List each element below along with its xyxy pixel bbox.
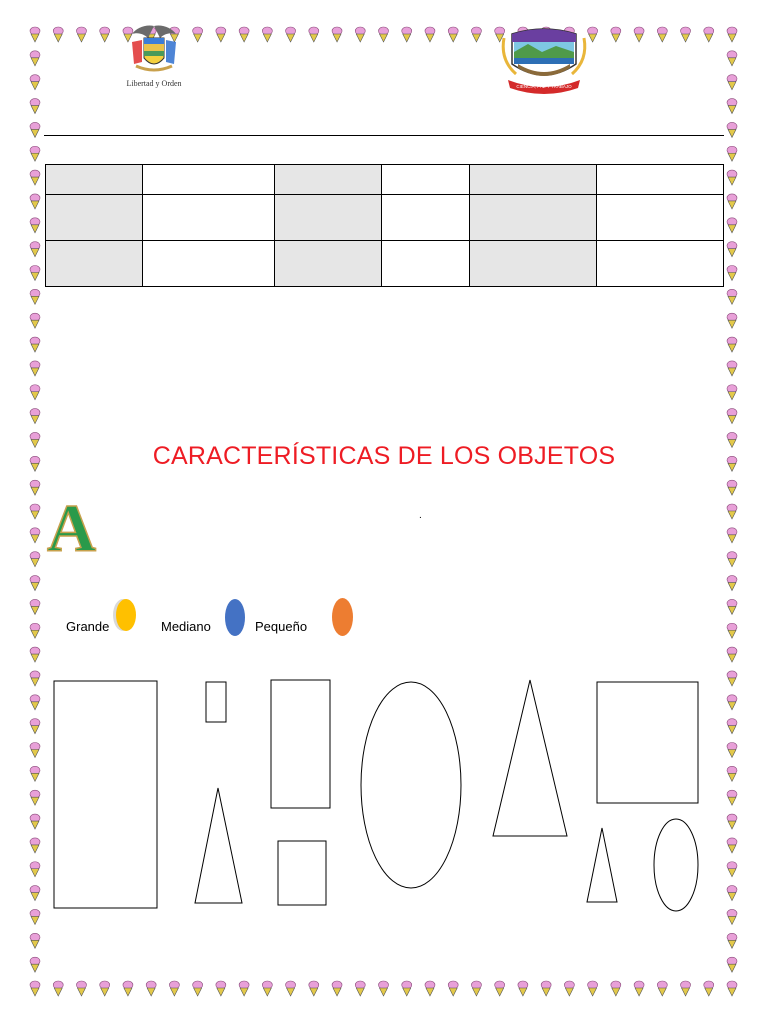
colombia-coat-of-arms bbox=[118, 22, 190, 92]
ice-cream-cone-icon bbox=[448, 981, 458, 996]
ice-cream-cone-icon bbox=[30, 337, 40, 352]
ice-cream-cone-icon bbox=[30, 695, 40, 710]
stray-dot: . bbox=[419, 510, 422, 521]
ice-cream-cone-icon bbox=[704, 27, 714, 42]
ice-cream-cone-icon bbox=[471, 27, 481, 42]
table-row bbox=[46, 241, 724, 287]
ice-cream-cone-icon bbox=[471, 981, 481, 996]
ice-cream-cone-icon bbox=[727, 838, 737, 853]
ice-cream-cone-icon bbox=[727, 552, 737, 567]
ice-cream-cone-icon bbox=[30, 266, 40, 281]
ice-cream-cone-icon bbox=[727, 27, 737, 42]
label-cell bbox=[46, 241, 143, 287]
ice-cream-cone-icon bbox=[379, 27, 389, 42]
decorative-letter: A bbox=[47, 490, 97, 566]
ice-cream-cone-icon bbox=[704, 981, 714, 996]
ice-cream-cone-icon bbox=[30, 647, 40, 662]
ice-cream-cone-icon bbox=[169, 981, 179, 996]
ice-cream-cone-icon bbox=[355, 981, 365, 996]
ice-cream-cone-icon bbox=[30, 242, 40, 257]
ice-cream-cone-icon bbox=[727, 790, 737, 805]
legend-label-grande: Grande bbox=[66, 619, 110, 634]
ice-cream-cone-icon bbox=[727, 170, 737, 185]
ice-cream-cone-icon bbox=[30, 218, 40, 233]
ice-cream-cone-icon bbox=[564, 981, 574, 996]
ice-cream-cone-icon bbox=[727, 647, 737, 662]
ice-cream-cone-icon bbox=[30, 576, 40, 591]
info-table bbox=[45, 164, 724, 287]
ice-cream-cone-icon bbox=[30, 480, 40, 495]
label-cell bbox=[470, 195, 597, 241]
colombia-coat-of-arms-icon bbox=[122, 22, 186, 78]
ice-cream-cone-icon bbox=[332, 27, 342, 42]
ice-cream-cone-icon bbox=[727, 981, 737, 996]
label-cell bbox=[275, 241, 382, 287]
ice-cream-cone-icon bbox=[30, 909, 40, 924]
ice-cream-cone-icon bbox=[30, 719, 40, 734]
ice-cream-cone-icon bbox=[402, 27, 412, 42]
ice-cream-cone-icon bbox=[146, 981, 156, 996]
ice-cream-cone-icon bbox=[634, 981, 644, 996]
ice-cream-cone-icon bbox=[30, 122, 40, 137]
ice-cream-cone-icon bbox=[727, 599, 737, 614]
ice-cream-cone-icon bbox=[727, 766, 737, 781]
value-cell[interactable] bbox=[143, 241, 275, 287]
ice-cream-cone-icon bbox=[634, 27, 644, 42]
ice-cream-cone-icon bbox=[30, 99, 40, 114]
ice-cream-cone-icon bbox=[30, 957, 40, 972]
ice-cream-cone-icon bbox=[727, 743, 737, 758]
ice-cream-cone-icon bbox=[588, 981, 598, 996]
ice-cream-cone-icon bbox=[30, 671, 40, 686]
ice-cream-cone-icon bbox=[727, 933, 737, 948]
school-shield-icon bbox=[498, 24, 590, 96]
ice-cream-cone-icon bbox=[30, 361, 40, 376]
ice-cream-cone-icon bbox=[727, 122, 737, 137]
ice-cream-cone-icon bbox=[727, 576, 737, 591]
ice-cream-cone-icon bbox=[193, 981, 203, 996]
ice-cream-cone-icon bbox=[727, 623, 737, 638]
ice-cream-cone-icon bbox=[100, 981, 110, 996]
ice-cream-cone-icon bbox=[30, 599, 40, 614]
ice-cream-cone-icon bbox=[262, 27, 272, 42]
label-cell bbox=[275, 165, 382, 195]
ice-cream-cone-icon bbox=[611, 27, 621, 42]
ice-cream-cone-icon bbox=[727, 528, 737, 543]
ice-cream-cone-icon bbox=[30, 528, 40, 543]
ice-cream-cone-icon bbox=[727, 909, 737, 924]
ice-cream-cone-icon bbox=[657, 27, 667, 42]
value-cell[interactable] bbox=[597, 165, 724, 195]
ice-cream-cone-icon bbox=[76, 27, 86, 42]
ice-cream-cone-icon bbox=[727, 361, 737, 376]
ice-cream-cone-icon bbox=[30, 194, 40, 209]
ice-cream-cone-icon bbox=[30, 743, 40, 758]
ice-cream-cone-icon bbox=[239, 981, 249, 996]
ice-cream-cone-icon bbox=[30, 862, 40, 877]
ice-cream-cone-icon bbox=[727, 337, 737, 352]
ice-cream-cone-icon bbox=[727, 242, 737, 257]
legend-dot-pequeno[interactable] bbox=[332, 598, 353, 636]
ice-cream-cone-icon bbox=[216, 27, 226, 42]
label-cell bbox=[470, 165, 597, 195]
value-cell[interactable] bbox=[597, 241, 724, 287]
ice-cream-cone-icon bbox=[309, 981, 319, 996]
ice-cream-cone-icon bbox=[30, 623, 40, 638]
ice-cream-cone-icon bbox=[727, 385, 737, 400]
value-cell[interactable] bbox=[382, 165, 470, 195]
header-divider bbox=[44, 135, 724, 136]
ice-cream-cone-icon bbox=[379, 981, 389, 996]
ice-cream-cone-icon bbox=[681, 981, 691, 996]
page-title: CARACTERÍSTICAS DE LOS OBJETOS bbox=[152, 442, 616, 470]
shield-ribbon-text: CIENCIA, PAZ Y TRABAJO bbox=[516, 84, 572, 89]
ice-cream-cone-icon bbox=[100, 27, 110, 42]
value-cell[interactable] bbox=[143, 195, 275, 241]
ice-cream-cone-icon bbox=[53, 27, 63, 42]
ice-cream-cone-icon bbox=[611, 981, 621, 996]
ice-cream-cone-icon bbox=[332, 981, 342, 996]
ice-cream-cone-icon bbox=[30, 289, 40, 304]
school-shield bbox=[498, 24, 590, 96]
ice-cream-cone-icon bbox=[30, 504, 40, 519]
legend-dot-mediano[interactable] bbox=[225, 599, 245, 636]
ice-cream-cone-icon bbox=[727, 719, 737, 734]
ice-cream-cone-icon bbox=[76, 981, 86, 996]
value-cell[interactable] bbox=[143, 165, 275, 195]
ice-cream-cone-icon bbox=[727, 671, 737, 686]
ice-cream-cone-icon bbox=[30, 75, 40, 90]
label-cell bbox=[46, 165, 143, 195]
ice-cream-cone-icon bbox=[30, 409, 40, 424]
ice-cream-cone-icon bbox=[123, 981, 133, 996]
ice-cream-cone-icon bbox=[286, 27, 296, 42]
ice-cream-cone-icon bbox=[216, 981, 226, 996]
legend-label-pequeno: Pequeño bbox=[255, 619, 308, 634]
table-row bbox=[46, 195, 724, 241]
ice-cream-cone-icon bbox=[425, 27, 435, 42]
ice-cream-cone-icon bbox=[30, 981, 40, 996]
ice-cream-cone-icon bbox=[30, 790, 40, 805]
ice-cream-cone-icon bbox=[30, 552, 40, 567]
ice-cream-cone-icon bbox=[262, 981, 272, 996]
ice-cream-cone-icon bbox=[727, 862, 737, 877]
ice-cream-cone-icon bbox=[30, 766, 40, 781]
ice-cream-cone-icon bbox=[541, 981, 551, 996]
ice-cream-cone-icon bbox=[30, 27, 40, 42]
ice-cream-cone-icon bbox=[727, 313, 737, 328]
ice-cream-cone-icon bbox=[518, 981, 528, 996]
ice-cream-cone-icon bbox=[286, 981, 296, 996]
ice-cream-cone-icon bbox=[309, 27, 319, 42]
value-cell[interactable] bbox=[597, 195, 724, 241]
ice-cream-cone-icon bbox=[495, 981, 505, 996]
ice-cream-cone-icon bbox=[727, 409, 737, 424]
ice-cream-cone-icon bbox=[30, 886, 40, 901]
crest-motto: Libertad y Orden bbox=[126, 79, 182, 88]
ice-cream-cone-icon bbox=[727, 194, 737, 209]
ice-cream-cone-icon bbox=[30, 170, 40, 185]
ice-cream-cone-icon bbox=[355, 27, 365, 42]
ice-cream-cone-icon bbox=[681, 27, 691, 42]
value-cell[interactable] bbox=[382, 241, 470, 287]
label-cell bbox=[275, 195, 382, 241]
ice-cream-cone-icon bbox=[727, 289, 737, 304]
ice-cream-cone-icon bbox=[30, 146, 40, 161]
ice-cream-cone-icon bbox=[727, 266, 737, 281]
ice-cream-cone-icon bbox=[402, 981, 412, 996]
ice-cream-cone-icon bbox=[727, 99, 737, 114]
ice-cream-cone-icon bbox=[239, 27, 249, 42]
ice-cream-cone-icon bbox=[727, 218, 737, 233]
ice-cream-cone-icon bbox=[727, 75, 737, 90]
ice-cream-cone-icon bbox=[193, 27, 203, 42]
ice-cream-cone-icon bbox=[30, 385, 40, 400]
ice-cream-cone-icon bbox=[727, 480, 737, 495]
ice-cream-cone-icon bbox=[30, 51, 40, 66]
ice-cream-cone-icon bbox=[727, 146, 737, 161]
ice-cream-cone-icon bbox=[448, 27, 458, 42]
ice-cream-cone-icon bbox=[30, 838, 40, 853]
label-cell bbox=[470, 241, 597, 287]
ice-cream-cone-icon bbox=[727, 51, 737, 66]
ice-cream-cone-icon bbox=[727, 814, 737, 829]
ice-cream-cone-icon bbox=[727, 957, 737, 972]
ice-cream-cone-icon bbox=[727, 886, 737, 901]
ice-cream-cone-icon bbox=[657, 981, 667, 996]
ice-cream-cone-icon bbox=[53, 981, 63, 996]
label-cell bbox=[46, 195, 143, 241]
legend-label-mediano: Mediano bbox=[161, 619, 211, 634]
ice-cream-cone-icon bbox=[30, 814, 40, 829]
table-row bbox=[46, 165, 724, 195]
ice-cream-cone-icon bbox=[425, 981, 435, 996]
ice-cream-cone-icon bbox=[727, 695, 737, 710]
value-cell[interactable] bbox=[382, 195, 470, 241]
legend-dot-grande[interactable] bbox=[116, 599, 136, 631]
ice-cream-cone-icon bbox=[727, 504, 737, 519]
ice-cream-cone-icon bbox=[30, 313, 40, 328]
ice-cream-cone-icon bbox=[30, 933, 40, 948]
